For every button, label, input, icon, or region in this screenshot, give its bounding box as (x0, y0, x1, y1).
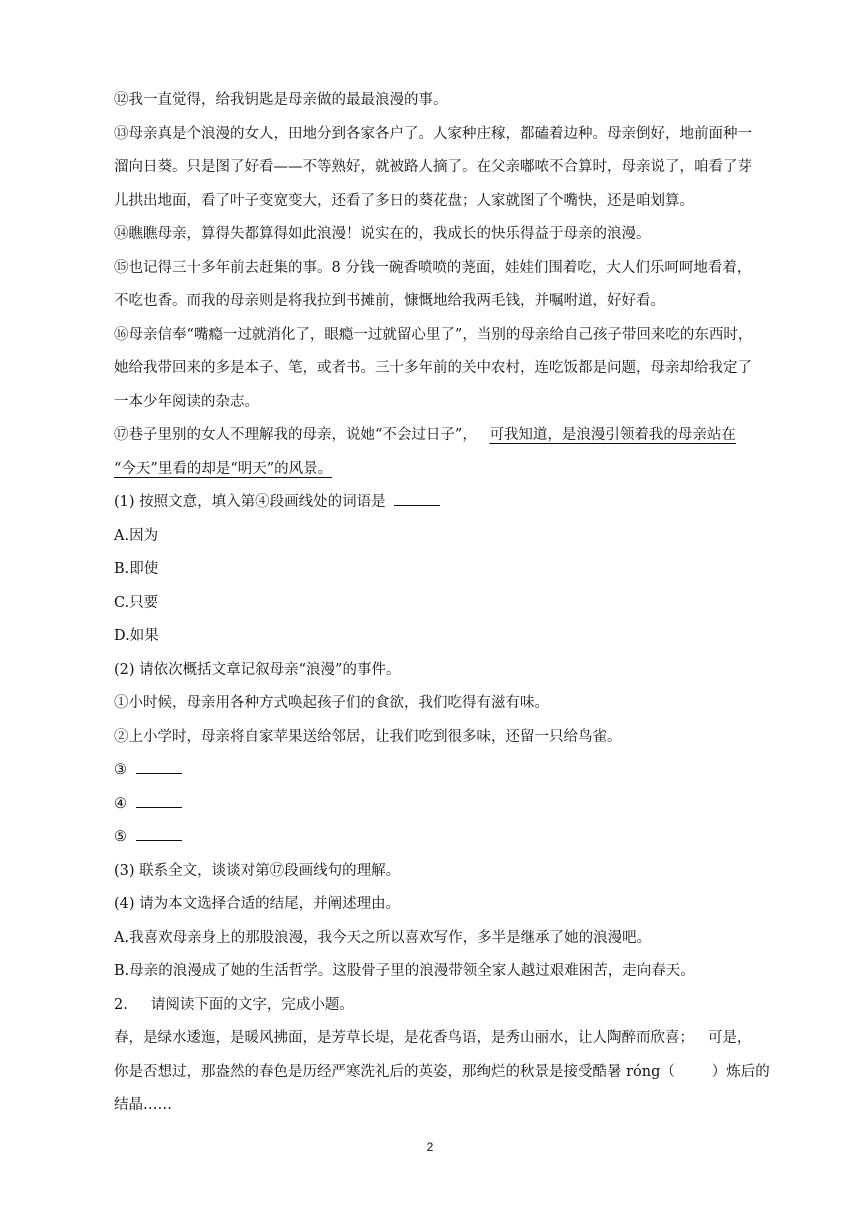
section-2-line-2: 你是否想过，那盎然的春色是历经严寒洗礼后的英姿，那绚烂的秋景是接受酷暑 róng（ ）炼后的 (114, 1063, 770, 1080)
paragraph-16-line-2: 她给我带回来的多是本子、笔，或者书。三十多年前的关中农村，连吃饭都是问题，母亲却给我定了 (114, 360, 752, 376)
question-4-option-b: B.母亲的浪漫成了她的生活哲学。这股骨子里的浪漫带领全家人越过艰难困苦，走向春天。 (114, 963, 695, 979)
paragraph-17-line-2 (114, 453, 778, 487)
answer-blank (394, 491, 440, 506)
question-2-item-2: ②上小学时，母亲将自家苹果送给邻居，让我们吃到很多味，还留一只给鸟雀。 (114, 728, 622, 745)
answer-blank (136, 826, 182, 841)
paragraph-17-underlined-sentence: 可我知道，是浪漫引领着我的母亲站在 (489, 427, 736, 443)
question-1-option-b: B.即使 (114, 561, 159, 577)
paragraph-13-line-3: 儿拱出地面，看了叶子变宽变大，还看了多日的葵花盘；人家就图了个嘴快，还是咱划算。 (114, 192, 694, 209)
section-2-heading: 2. 请阅读下面的文字，完成小题。 (114, 996, 354, 1013)
question-1-option-c: C.只要 (114, 594, 159, 611)
paragraph-16-line-1: ⑯母亲信奉“嘴瘾一过就消化了，眼瘾一过就留心里了”，当别的母亲给自己孩子带回来吃的东西时， (114, 326, 753, 343)
paragraph-17-line-1 (114, 419, 778, 453)
paragraph-13-line-2: 溜向日葵。只是图了好看——不等熟好，就被路人摘了。在父亲嘟哝不合算时，母亲说了，咱看了芽 (114, 159, 752, 175)
question-2-item-4: ④ (114, 788, 778, 822)
question-1-option-a: A.因为 (114, 527, 159, 544)
question-4-stem: (4) 请为本文选择合适的结尾，并阐述理由。 (114, 896, 401, 912)
paragraph-14: ⑭瞧瞧母亲，算得失都算得如此浪漫！说实在的，我成长的快乐得益于母亲的浪漫。 (114, 226, 651, 242)
section-2-line-3: 结晶…… (114, 1097, 172, 1113)
page-number: 2 (426, 1140, 434, 1154)
document-body (114, 84, 778, 1123)
question-2-item-1: ①小时候，母亲用各种方式唤起孩子们的食欲，我们吃得有滋有味。 (114, 695, 549, 711)
question-1-option-d: D.如果 (114, 628, 159, 644)
paragraph-15-line-1: ⑮也记得三十多年前去赶集的事。8 分钱一碗香喷喷的荛面，娃娃们围着吃，大人们乐呵呵地看着， (114, 259, 752, 276)
paragraph-16-line-3: 一本少年阅读的杂志。 (114, 393, 259, 410)
question-2-stem: (2) 请依次概括文章记叙母亲“浪漫”的事件。 (114, 661, 401, 678)
answer-blank (136, 793, 182, 808)
paragraph-12: ⑫我一直觉得，给我钥匙是母亲做的最最浪漫的事。 (114, 92, 448, 108)
question-2-item-3: ③ (114, 754, 778, 788)
paragraph-17-underlined-sentence-cont: “今天”里看的却是“明天”的风景。 (114, 460, 333, 477)
paragraph-17-plain-text: ⑰巷子里别的女人不理解我的母亲，说她“不会过日子”， (114, 427, 477, 443)
paragraph-15-line-2: 不吃也香。而我的母亲则是将我拉到书摊前，慷慨地给我两毛钱，并嘱咐道，好好看。 (114, 293, 665, 309)
question-4-option-a: A.我喜欢母亲身上的那股浪漫，我今天之所以喜欢写作，多半是继承了她的浪漫吧。 (114, 929, 652, 946)
section-2-line-1: 春，是绿水逶迤，是暖风拂面，是芳草长堤，是花香鸟语，是秀山丽水，让人陶醉而欣喜； 可是， (114, 1030, 752, 1046)
paragraph-13-line-1: ⑬母亲真是个浪漫的女人，田地分到各家各户了。人家种庄稼，都磕着边种。母亲倒好，地前面种一 (114, 125, 752, 142)
question-3-stem: (3) 联系全文，谈谈对第⑰段画线句的理解。 (114, 862, 401, 879)
answer-blank (136, 759, 182, 774)
question-1-stem: (1) 按照文意，填入第④段画线处的词语是 (114, 486, 778, 520)
question-2-item-5: ⑤ (114, 821, 778, 855)
